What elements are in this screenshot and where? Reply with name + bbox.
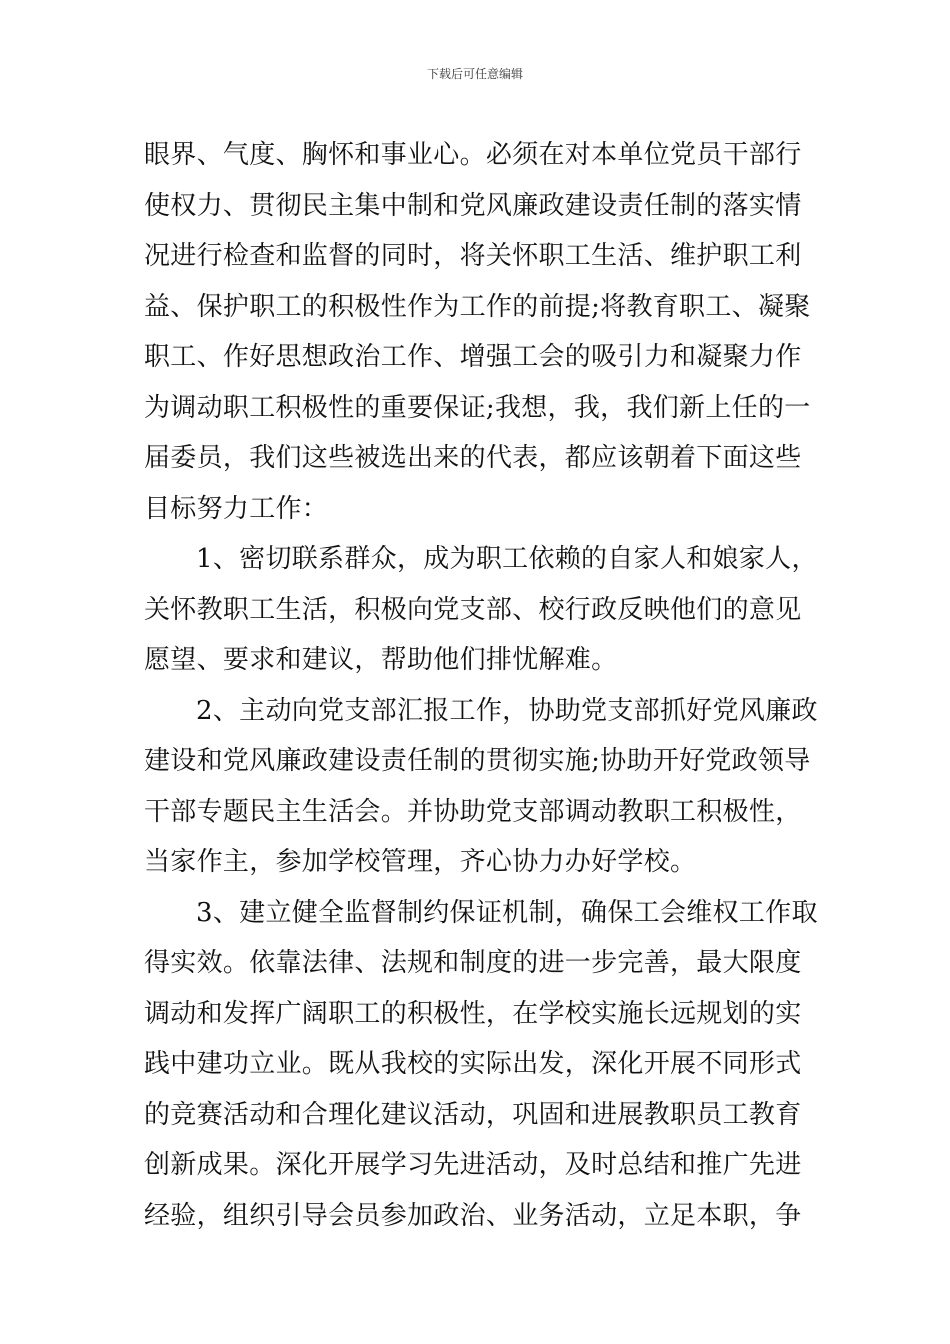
text-line: 3、建立健全监督制约保证机制，确保工会维权工作取 [196, 897, 818, 928]
text-line: 干部专题民主生活会。并协助党支部调动教职工积极性， [144, 796, 802, 827]
text-line: 建设和党风廉政建设责任制的贯彻实施;协助开好党政领导 [144, 746, 811, 776]
text-line: 当家作主，参加学校管理，齐心协力办好学校。 [144, 847, 697, 877]
text-line: 为调动职工积极性的重要保证;我想，我，我们新上任的一 [144, 392, 811, 423]
text-line: 况进行检查和监督的同时，将关怀职工生活、维护职工利 [144, 241, 802, 271]
text-line: 创新成果。深化开展学习先进活动，及时总结和推广先进 [144, 1150, 802, 1180]
paragraph [144, 130, 814, 534]
text-line: 得实效。依靠法律、法规和制度的进一步完善，最大限度 [144, 948, 802, 978]
text-line: 目标努力工作： [144, 493, 329, 524]
text-line: 调动和发挥广阔职工的积极性，在学校实施长远规划的实 [144, 998, 802, 1029]
text-line: 使权力、贯彻民主集中制和党风廉政建设责任制的落实情 [144, 190, 802, 221]
text-line: 眼界、气度、胸怀和事业心。必须在对本单位党员干部行 [144, 140, 802, 170]
text-line: 的竞赛活动和合理化建议活动，巩固和进展教职员工教育 [144, 1099, 802, 1130]
paragraph [144, 888, 818, 1242]
paragraph [144, 534, 818, 686]
page-header: 下载后可任意编辑 [426, 67, 523, 81]
text-line: 践中建功立业。既从我校的实际出发，深化开展不同形式 [144, 1049, 802, 1079]
text-line: 职工、作好思想政治工作、增强工会的吸引力和凝聚力作 [144, 342, 802, 372]
paragraph [144, 686, 818, 888]
text-line: 2、主动向党支部汇报工作，协助党支部抓好党风廉政 [196, 695, 818, 726]
text-line: 经验，组织引导会员参加政治、业务活动，立足本职，争 [144, 1200, 802, 1231]
text-line: 关怀教职工生活，积极向党支部、校行政反映他们的意见 [144, 594, 802, 625]
text-line: 益、保护职工的积极性作为工作的前提;将教育职工、凝聚 [144, 291, 811, 322]
text-line: 届委员，我们这些被选出来的代表，都应该朝着下面这些 [144, 443, 802, 473]
text-line: 愿望、要求和建议，帮助他们排忧解难。 [144, 645, 618, 675]
document-body [144, 130, 818, 1241]
text-line: 1、密切联系群众，成为职工依赖的自家人和娘家人， [196, 544, 818, 574]
